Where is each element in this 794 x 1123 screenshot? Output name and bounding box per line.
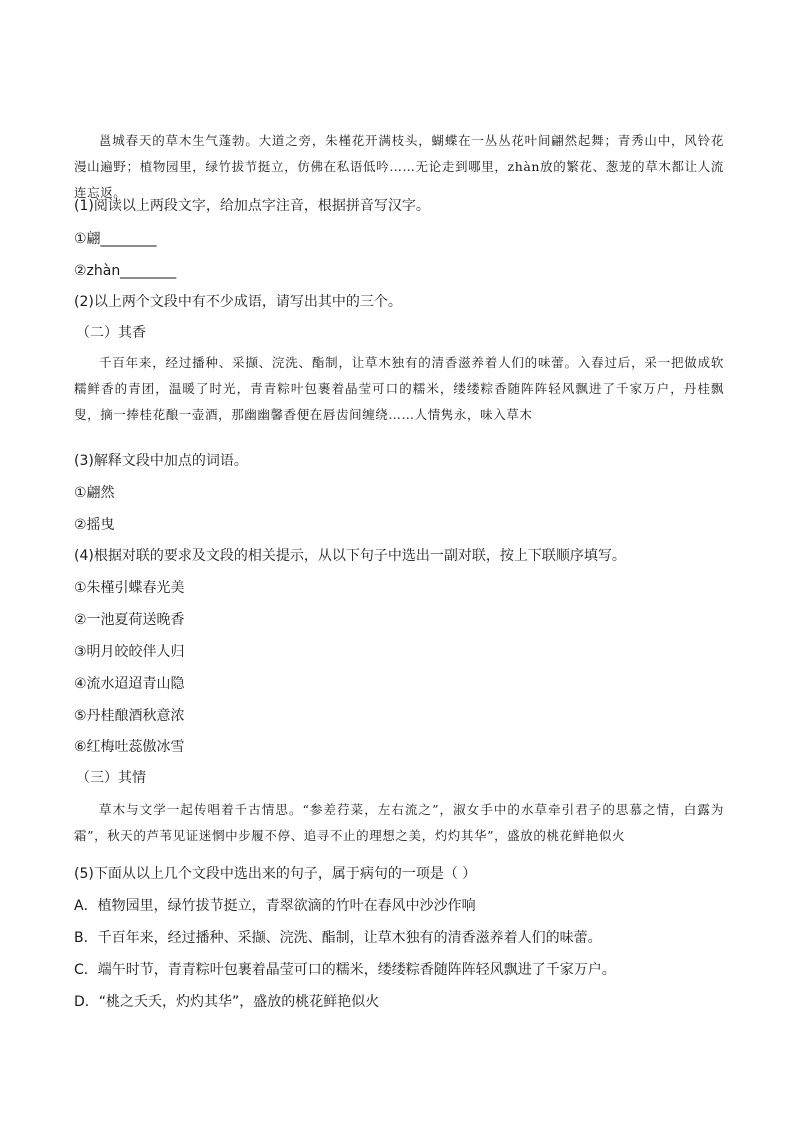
question-4-option: ⑥红梅吐蕊傲冰雪 [74, 739, 185, 755]
passage-1: 邕城春天的草木生气蓬勃。大道之旁，朱槿花开满枝头，蝴蝶在一丛丛花叶间翩然起舞；青秀山中，风铃花漫山遍野；植物园里，绿竹拔节挺立，仿佛在私语低吟……无论走到哪里，zhàn放的繁花、葱茏的草木都让人流连忘返。 [74, 133, 724, 200]
question-5-option-b: B．千百年来，经过播种、采撷、浣洗、酯制，让草木独有的清香滋养着人们的味蕾。 [74, 930, 602, 946]
section-3-heading: （三）其情 [76, 770, 146, 786]
question-4-option: ③明月皎皎伴人归 [74, 644, 185, 660]
question-5: (5)下面从以上几个文段中选出来的句子，属于病句的一项是（ ） [74, 866, 477, 882]
question-3-item-2: ②摇曳 [74, 517, 115, 533]
question-1: (1)阅读以上两段文字，给加点字注音，根据拼音写汉字。 [74, 198, 430, 214]
question-5-option-d: D．“桃之夭夭，灼灼其华”，盛放的桃花鲜艳似火 [74, 994, 380, 1010]
question-1-item-1: ①翩________ [74, 231, 157, 247]
question-5-option-a: A．植物园里，绿竹拔节挺立，青翠欲滴的竹叶在春风中沙沙作响 [74, 898, 476, 914]
question-1-item-2: ②zhàn________ [74, 263, 177, 279]
question-4-option: ①朱槿引蝶春光美 [74, 580, 185, 596]
section-2-heading: （二）其香 [76, 325, 146, 341]
question-2: (2)以上两个文段中有不少成语，请写出其中的三个。 [74, 294, 402, 310]
question-3: (3)解释文段中加点的词语。 [74, 453, 248, 469]
passage-2: 千百年来，经过播种、采撷、浣洗、酯制，让草木独有的清香滋养着人们的味蕾。入春过后，采一把做成软糯鲜香的青团，温暖了时光，青青粽叶包裹着晶莹可口的糯米，缕缕粽香随阵阵轻风飘进了千家万户，丹桂飘叟，摘一捧桂花酿一壶酒，那幽幽馨香便在唇齿间缠绕……人情隽永，味入草木 [74, 355, 724, 422]
question-5-option-c: C．端午时节，青青粽叶包裹着晶莹可口的糯米，缕缕粽香随阵阵轻风飘进了千家万户。 [74, 962, 616, 978]
question-4: (4)根据对联的要求及文段的相关提示，从以下句子中选出一副对联，按上下联顺序填写。 [74, 548, 626, 564]
question-4-option: ⑤丹桂酿酒秋意浓 [74, 708, 185, 724]
passage-3: 草木与文学一起传唱着千古情思。“参差荇菜，左右流之”，淑女手中的水草牵引君子的思慕之情，白露为霜”，秋天的芦苇见证迷惘中步履不停、追寻不止的理想之美，灼灼其华”，盛放的桃花鲜艳似火 [74, 802, 724, 843]
question-4-option: ④流水迢迢青山隐 [74, 676, 185, 692]
question-4-option: ②一池夏荷送晚香 [74, 612, 185, 628]
question-3-item-1: ①翩然 [74, 485, 115, 501]
